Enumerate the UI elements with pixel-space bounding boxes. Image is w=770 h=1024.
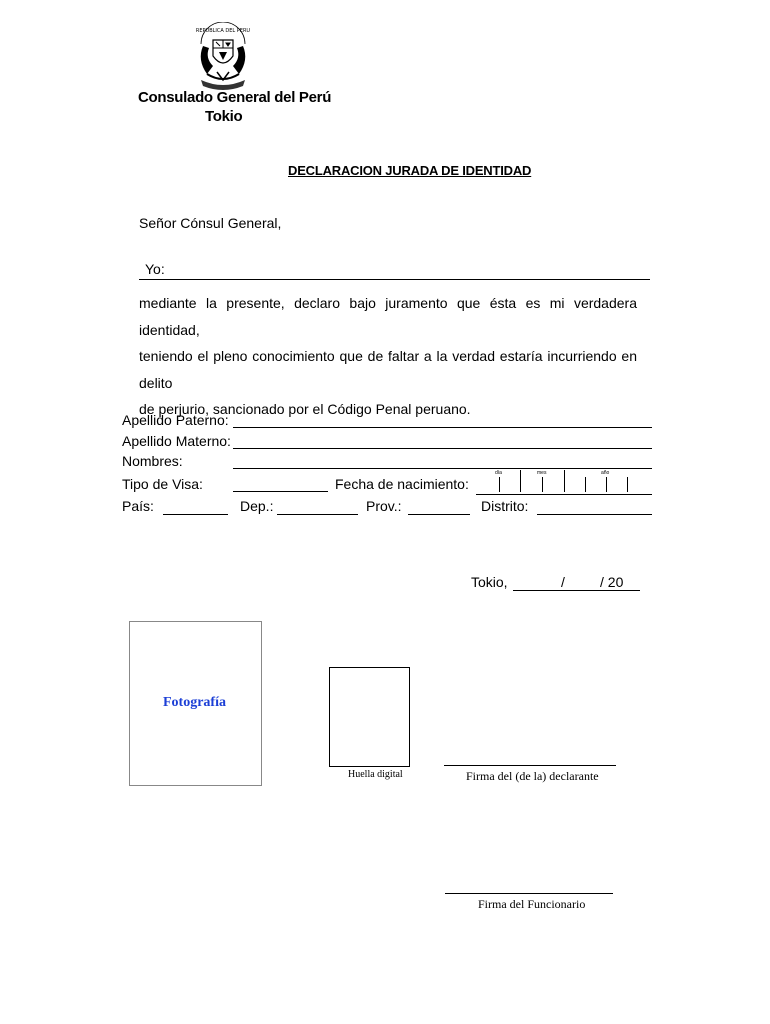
date-divider	[606, 477, 607, 492]
mes-label: mes	[537, 470, 547, 476]
page-title: DECLARACION JURADA DE IDENTIDAD	[288, 163, 532, 178]
apellido-materno-label: Apellido Materno:	[122, 433, 231, 449]
yo-label: Yo:	[145, 261, 165, 277]
official-signature-line[interactable]	[445, 893, 613, 894]
prov-field[interactable]	[408, 514, 470, 515]
date-separator: /	[561, 574, 565, 590]
apellido-paterno-field[interactable]	[233, 427, 652, 428]
tipo-visa-field[interactable]	[233, 491, 328, 492]
nombres-label: Nombres:	[122, 453, 183, 469]
fecha-nacimiento-label: Fecha de nacimiento:	[335, 476, 469, 492]
apellido-materno-field[interactable]	[233, 448, 652, 449]
date-city: Tokio,	[471, 574, 508, 590]
fecha-nacimiento-field[interactable]	[476, 494, 652, 495]
svg-text:REPUBLICA DEL PERU: REPUBLICA DEL PERU	[195, 28, 251, 34]
pais-label: País:	[122, 498, 154, 514]
date-line[interactable]	[513, 590, 640, 591]
paragraph-line: de perjurio, sancionado por el Código Penal peruano.	[139, 401, 471, 417]
salutation: Señor Cónsul General,	[139, 215, 282, 231]
fingerprint-box[interactable]	[329, 667, 410, 767]
date-year-prefix: / 20	[600, 574, 624, 590]
fingerprint-label: Huella digital	[348, 769, 403, 780]
anio-label: año	[601, 470, 610, 476]
date-divider	[499, 477, 500, 492]
paragraph-line: mediante la presente, declaro bajo juramento que ésta es mi verdadera identidad,	[139, 295, 637, 338]
date-divider	[564, 470, 565, 492]
declarant-signature-label: Firma del (de la) declarante	[466, 769, 599, 783]
dia-label: día	[495, 470, 502, 476]
tipo-visa-label: Tipo de Visa:	[122, 476, 203, 492]
date-divider	[542, 477, 543, 492]
consulate-city: Tokio	[205, 108, 243, 125]
declaration-paragraph	[139, 290, 637, 423]
dep-field[interactable]	[277, 514, 358, 515]
photo-label: Fotografía	[163, 695, 226, 710]
date-divider	[627, 477, 628, 492]
nombres-field[interactable]	[233, 468, 652, 469]
distrito-label: Distrito:	[481, 498, 529, 514]
apellido-paterno-label: Apellido Paterno:	[122, 412, 229, 428]
date-divider	[585, 477, 586, 492]
paragraph-line: teniendo el pleno conocimiento que de faltar a la verdad estaría incurriendo en delito	[139, 348, 637, 391]
declarant-signature-line[interactable]	[444, 765, 616, 766]
dep-label: Dep.:	[240, 498, 274, 514]
prov-label: Prov.:	[366, 498, 402, 514]
pais-field[interactable]	[163, 514, 228, 515]
coat-of-arms-icon	[193, 22, 253, 92]
distrito-field[interactable]	[537, 514, 652, 515]
official-signature-label: Firma del Funcionario	[478, 897, 586, 911]
yo-line[interactable]	[139, 279, 650, 280]
consulate-name: Consulado General del Perú	[138, 89, 332, 106]
date-divider	[520, 470, 521, 492]
